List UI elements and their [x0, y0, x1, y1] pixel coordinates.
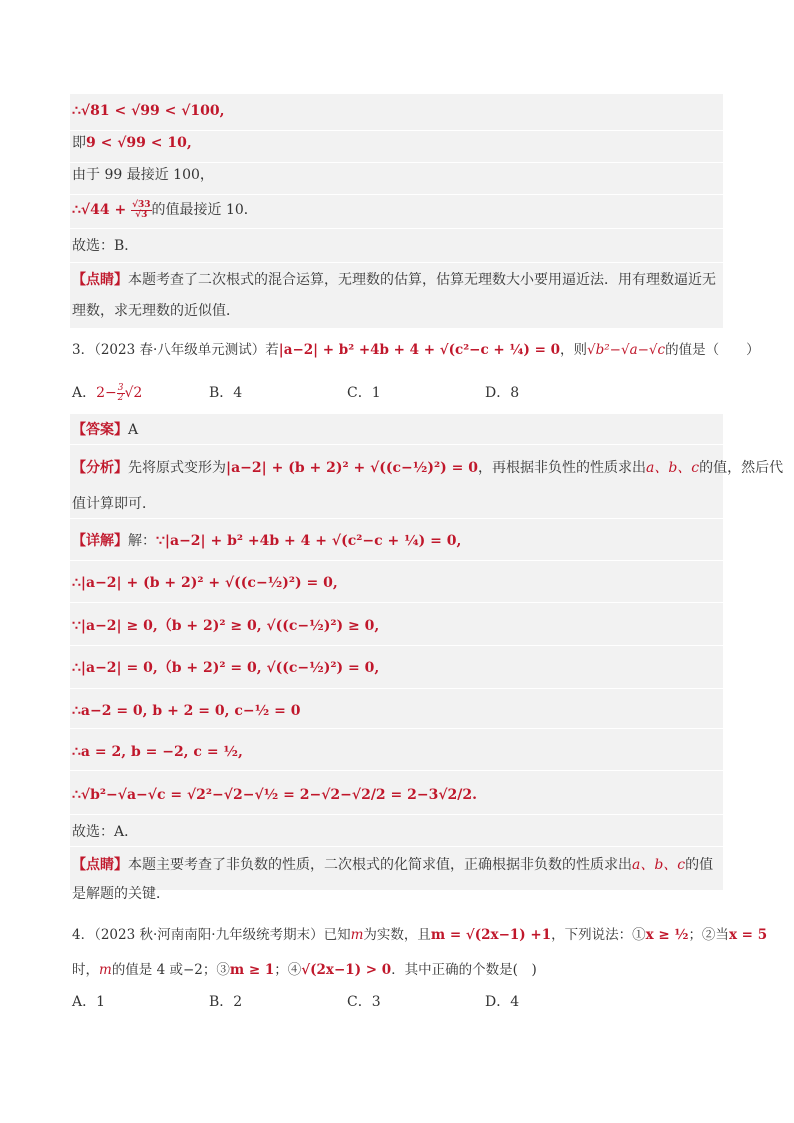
math-expression: ∵|a−2| + b² +4b + 4 + √(c²−c + ¼) = 0, [156, 533, 462, 549]
variables: a、b、c [632, 857, 686, 873]
option-d[interactable] [485, 992, 519, 1012]
divider [70, 194, 723, 195]
statement-4: √(2x−1) > 0 [301, 962, 392, 978]
math-expression: ∴a = 2, b = −2, c = ½, [72, 744, 243, 760]
text: ；②当 [688, 927, 729, 943]
math-expression: ∴√44 + [72, 202, 132, 218]
text: 的值最接近 10． [151, 202, 258, 218]
analysis-tag: 【分析】 [72, 460, 128, 476]
math-expression: ∴√b²−√a−√c = √2²−√2−√½ = 2−√2−√2/2 = 2−3√2/2. [72, 787, 478, 803]
divider [70, 162, 723, 163]
divider [70, 444, 723, 445]
note-line [72, 884, 170, 904]
math-expression: |a−2| + b² +4b + 4 + √(c²−c + ¼) = 0 [278, 342, 560, 358]
text: 即 [72, 135, 86, 151]
detail-line [72, 658, 379, 678]
answer-line [72, 420, 138, 440]
detail-line [72, 616, 379, 636]
divider [70, 602, 723, 603]
variable: m [350, 927, 364, 943]
option-label: A． [72, 385, 97, 401]
question-3-stem [72, 340, 760, 360]
math-expression: m = √(2x−1) +1 [430, 927, 552, 943]
fraction-denominator: √3 [135, 209, 148, 220]
divider [70, 560, 723, 561]
solution-line [72, 200, 258, 220]
note-tag: 【点睛】 [72, 857, 128, 873]
solution-line [72, 165, 214, 185]
text: 故选：A． [72, 824, 139, 840]
text: 值计算即可． [72, 496, 156, 512]
divider [70, 645, 723, 646]
text: 的值 [685, 857, 714, 873]
math-expression: ∴√81 < √99 < √100, [72, 103, 225, 119]
text: 3．（2023 春·八年级单元测试）若 [72, 342, 279, 358]
statement-1: x ≥ ½ [645, 927, 689, 943]
detail-line [72, 701, 300, 721]
option-d[interactable] [485, 383, 519, 403]
text: ，再根据非负性的性质求出 [477, 460, 646, 476]
note-tag: 【点睛】 [72, 272, 128, 288]
divider [70, 228, 723, 229]
solution-line [72, 101, 225, 121]
option-label: C． [347, 994, 372, 1010]
text: 解： [128, 533, 156, 549]
fraction [117, 384, 125, 403]
option-label: D． [485, 994, 511, 1010]
detail-line [72, 785, 477, 805]
math-expression: |a−2| + (b + 2)² + √((c−½)²) = 0 [226, 460, 478, 476]
fraction-numerator: 3 [117, 382, 124, 393]
divider [70, 814, 723, 815]
solution-block [70, 414, 723, 890]
text: 的值是（ ） [665, 342, 760, 358]
detail-line [72, 531, 461, 551]
math-expression: ∴|a−2| = 0,（b + 2)² = 0, √((c−½)²) = 0, [72, 660, 380, 676]
divider [70, 130, 723, 131]
math-expression: √b²−√a−√c [587, 342, 666, 358]
note-line [72, 855, 713, 875]
option-text: 4 [233, 385, 243, 401]
statement-2: x = 5 [728, 927, 768, 943]
divider [70, 518, 723, 519]
detail-line [72, 573, 338, 593]
solution-line [72, 236, 138, 256]
divider [70, 770, 723, 771]
text: 理数，求无理数的近似值． [72, 303, 240, 319]
text: 先将原式变形为 [128, 460, 226, 476]
option-c[interactable] [347, 992, 381, 1012]
option-text: 2 [233, 994, 243, 1010]
text: 为实数，且 [363, 927, 431, 943]
option-label: B． [209, 994, 234, 1010]
variable: m [99, 962, 112, 978]
option-text: 4 [510, 994, 520, 1010]
math-expression: ∴|a−2| + (b + 2)² + √((c−½)²) = 0, [72, 575, 338, 591]
divider [70, 846, 723, 847]
option-text: √2 [124, 385, 143, 401]
math-expression: 9 < √99 < 10, [86, 135, 192, 151]
text: 本题主要考查了非负数的性质，二次根式的化简求值，正确根据非负数的性质求出 [128, 857, 632, 873]
option-text: 3 [371, 994, 381, 1010]
option-label: C． [347, 385, 372, 401]
text: 由于 99 最接近 100， [72, 167, 214, 183]
option-label: A． [72, 994, 97, 1010]
text: ；④ [274, 962, 302, 978]
option-c[interactable] [347, 383, 381, 403]
fraction [131, 201, 151, 220]
detail-line [72, 822, 138, 842]
answer-value: A [128, 422, 139, 438]
math-expression: ∴a−2 = 0, b + 2 = 0, c−½ = 0 [72, 703, 301, 719]
option-label: B． [209, 385, 234, 401]
option-b[interactable] [209, 383, 242, 403]
divider [70, 688, 723, 689]
text: 的值，然后代 [699, 460, 784, 476]
option-text: 1 [371, 385, 381, 401]
text: 时， [72, 962, 99, 978]
question-4-stem [72, 960, 537, 980]
note-line [72, 270, 716, 290]
analysis-line [72, 494, 156, 514]
variables: a、b、c [645, 460, 700, 476]
fraction-numerator: √33 [132, 199, 151, 210]
divider [70, 728, 723, 729]
note-line [72, 301, 240, 321]
detail-tag: 【详解】 [72, 533, 128, 549]
text: 是解题的关键． [72, 886, 170, 902]
text: ．其中正确的个数是( ) [391, 962, 537, 978]
text: 本题考查了二次根式的混合运算，无理数的估算，估算无理数大小要用逼近法．用有理数逼近无 [128, 272, 716, 288]
text: 故选：B． [72, 238, 139, 254]
solution-line [72, 133, 192, 153]
option-label: D． [485, 385, 511, 401]
question-4-stem [72, 925, 767, 945]
answer-tag: 【答案】 [72, 422, 128, 438]
analysis-line [72, 458, 783, 478]
option-text: 1 [96, 994, 106, 1010]
math-expression: ∵|a−2| ≥ 0,（b + 2)² ≥ 0, √((c−½)²) ≥ 0, [72, 618, 380, 634]
option-b[interactable] [209, 992, 242, 1012]
text: 的值是 4 或−2；③ [111, 962, 230, 978]
detail-line [72, 742, 243, 762]
option-a[interactable] [72, 992, 105, 1012]
option-a[interactable] [72, 383, 142, 403]
text: ，下列说法：① [551, 927, 646, 943]
option-text: 8 [510, 385, 520, 401]
text: 4．（2023 秋·河南南阳·九年级统考期末）已知 [72, 927, 351, 943]
text: ，则 [560, 342, 587, 358]
option-text: 2− [96, 385, 117, 401]
fraction-denominator: 2 [117, 392, 124, 403]
statement-3: m ≥ 1 [229, 962, 275, 978]
divider [70, 262, 723, 263]
